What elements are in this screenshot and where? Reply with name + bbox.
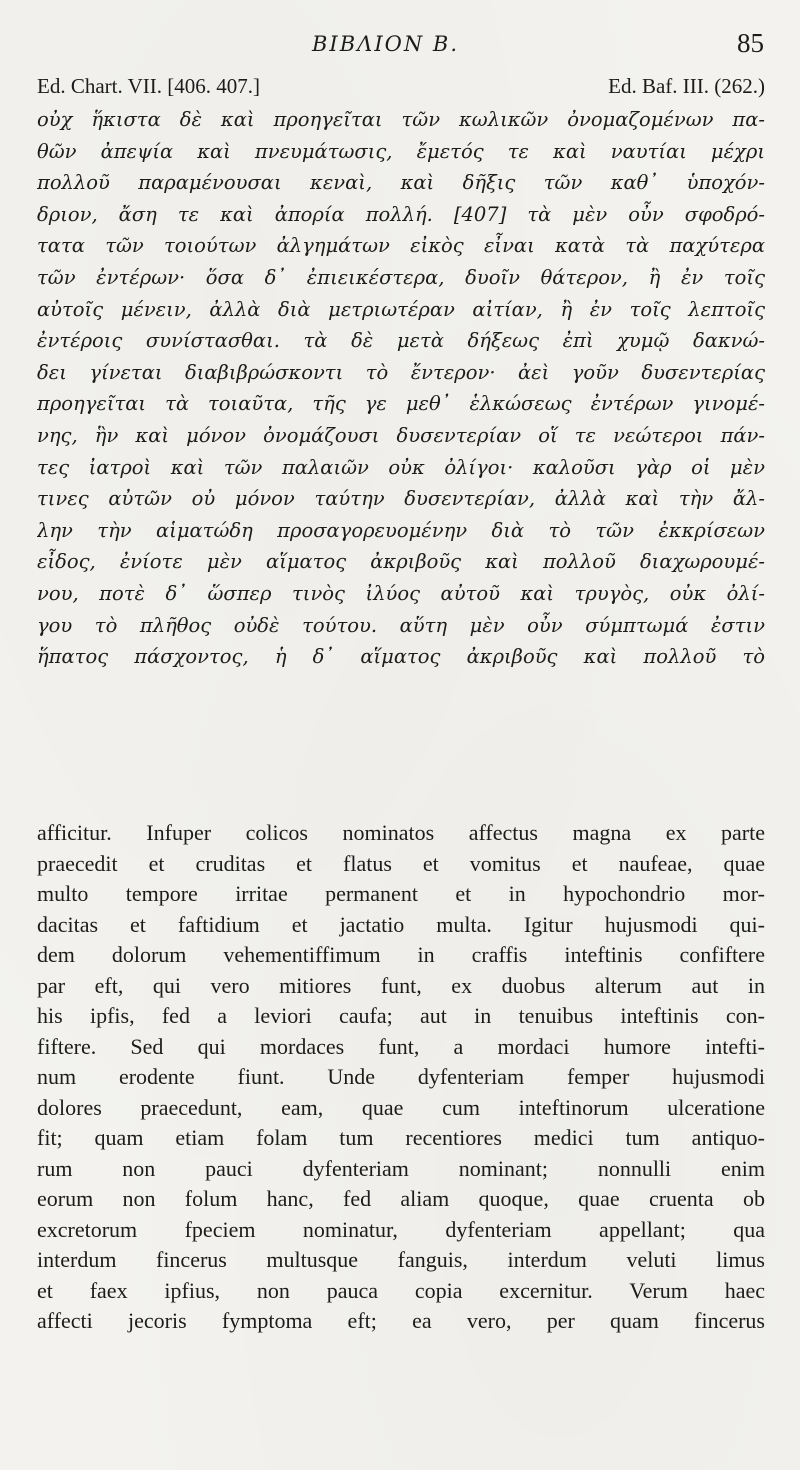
greek-line: πολλοῦ παραμένουσαι κεναὶ, καὶ δῆξις τῶν καθ᾽ ὑποχόν- [37, 171, 765, 195]
running-title: ΒΙΒΛΙΟΝ Β. [312, 32, 459, 56]
greek-line: γου τὸ πλῆθος οὐδὲ τούτου. αὕτη μὲν οὖν σύμπτωμά ἐστιν [37, 613, 765, 637]
latin-text-block [37, 818, 765, 1337]
edition-basel-ref: Ed. Baf. III. (262.) [608, 74, 765, 98]
greek-line: θῶν ἀπεψία καὶ πνευμάτωσις, ἔμετός τε καὶ ναυτίαι μέχρι [37, 139, 765, 163]
latin-line: et faex ipfius, non pauca copia excernitur. Verum haec [37, 1277, 765, 1303]
greek-line: δει γίνεται διαβιβρώσκοντι τὸ ἔντερον· ἀεὶ γοῦν δυσεντερίας [37, 360, 765, 384]
running-head [0, 28, 800, 64]
page-number: 85 [737, 28, 764, 58]
greek-line: αὐτοῖς μένειν, ἀλλὰ διὰ μετριωτέραν αἰτίαν, ἢ ἐν τοῖς λεπτοῖς [37, 297, 765, 321]
greek-line: λην τὴν αἱματώδη προσαγορευομένην διὰ τὸ τῶν ἐκκρίσεων [37, 518, 765, 542]
greek-line: τινες αὐτῶν οὐ μόνον ταύτην δυσεντερίαν, ἀλλὰ καὶ τὴν ἄλ- [37, 487, 765, 511]
greek-line: ἐντέροις συνίστασθαι. τὰ δὲ μετὰ δήξεως ἐπὶ χυμῷ δακνώ- [37, 329, 765, 353]
greek-line: οὐχ ἥκιστα δὲ καὶ προηγεῖται τῶν κωλικῶν ὀνομαζομένων πα- [37, 108, 765, 131]
latin-line: dem dolorum vehementiffimum in craffis inteftinis confiftere [37, 942, 765, 967]
greek-text-block [37, 104, 765, 673]
latin-line: fiftere. Sed qui mordaces funt, a mordaci humore intefti- [37, 1033, 765, 1059]
latin-line: dolores praecedunt, eam, quae cum inteftinorum ulceratione [37, 1094, 765, 1120]
latin-line: interdum fincerus multusque fanguis, interdum veluti limus [37, 1247, 765, 1272]
edition-reference-line [37, 74, 765, 104]
latin-line: num erodente fiunt. Unde dyfenteriam femper hujusmodi [37, 1064, 765, 1089]
greek-line: νης, ἣν καὶ μόνον ὀνομάζουσι δυσεντερίαν οἵ τε νεώτεροι πάν- [37, 423, 765, 447]
edition-chartier-ref: Ed. Chart. VII. [406. 407.] [37, 74, 260, 98]
latin-line: par eft, qui vero mitiores funt, ex duobus alterum aut in [37, 972, 765, 998]
latin-line: affecti jecoris fymptoma eft; ea vero, per quam fincerus [37, 1308, 765, 1333]
latin-line: dacitas et faftidium et jactatio multa. Igitur hujusmodi qui- [37, 911, 765, 937]
latin-line: rum non pauci dyfenteriam nominant; nonnulli enim [37, 1155, 765, 1181]
greek-line: τατα τῶν τοιούτων ἀλγημάτων εἰκὸς εἶναι κατὰ τὰ παχύτερα [37, 234, 765, 258]
latin-line: praecedit et cruditas et flatus et vomitus et naufeae, quae [37, 850, 765, 876]
latin-line: afficitur. Infuper colicos nominatos affectus magna ex parte [37, 820, 765, 845]
greek-line: δριον, ἄση τε καὶ ἀπορία πολλή. [407] τὰ μὲν οὖν σφοδρό- [37, 202, 765, 226]
latin-line: excretorum fpeciem nominatur, dyfenteriam appellant; qua [37, 1216, 765, 1242]
latin-line: multo tempore irritae permanent et in hypochondrio mor- [37, 881, 765, 906]
latin-line: fit; quam etiam folam tum recentiores medici tum antiquo- [37, 1125, 765, 1150]
greek-line: ἥπατος πάσχοντος, ἡ δ᾽ αἵματος ἀκριβοῦς καὶ πολλοῦ τὸ [37, 645, 765, 669]
greek-line: νου, ποτὲ δ᾽ ὥσπερ τινὸς ἰλύος αὐτοῦ καὶ τρυγὸς, οὐκ ὀλί- [37, 581, 765, 605]
greek-line: εἶδος, ἐνίοτε μὲν αἵματος ἀκριβοῦς καὶ πολλοῦ διαχωρουμέ- [37, 550, 765, 574]
greek-line: τες ἰατροὶ καὶ τῶν παλαιῶν οὐκ ὀλίγοι· καλοῦσι γὰρ οἱ μὲν [37, 455, 765, 479]
latin-line: his ipfis, fed a leviori caufa; aut in tenuibus inteftinis con- [37, 1003, 765, 1028]
latin-line: eorum non folum hanc, fed aliam quoque, quae cruenta ob [37, 1186, 765, 1211]
greek-line: προηγεῖται τὰ τοιαῦτα, τῆς γε μεθ᾽ ἑλκώσεως ἐντέρων γινομέ- [37, 392, 765, 416]
greek-line: τῶν ἐντέρων· ὅσα δ᾽ ἐπιεικέστερα, δυοῖν θάτερον, ἢ ἐν τοῖς [37, 265, 765, 289]
